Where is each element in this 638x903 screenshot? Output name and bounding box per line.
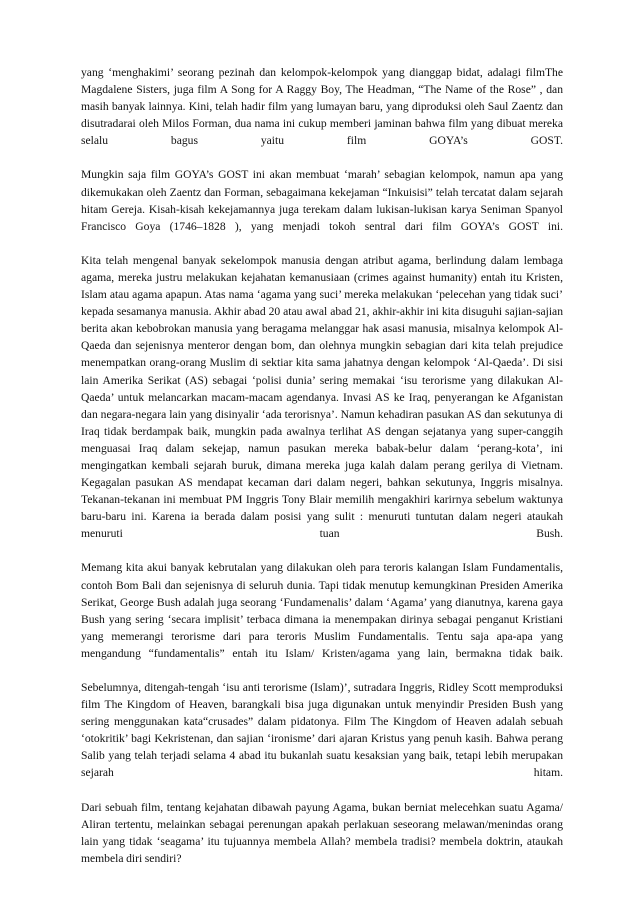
document-page (81, 64, 563, 884)
paragraph-kingdom-of-heaven: Sebelumnya, ditengah-tengah ‘isu anti terorisme (Islam)’, sutradara Inggris, Ridley Scott memproduksi film The Kingdom of Heaven, barangkali bisa juga digunakan untuk menyindir Presiden Bush yang sering menggunakan kata“crusades” dalam pidatonya. Film The Kingdom of Heaven adalah sebuah ‘otokritik’ bagi Kekristenan, dan sajian ‘ironisme’ dari ajaran Kristus yang penuh kasih. Bahwa perang Salib yang telah terjadi selama 4 abad itu bukanlah suatu kesaksian yang baik, tetapi lebih merupakan sejarah hitam. (81, 681, 563, 780)
paragraph-goyas-gost: Mungkin saja film GOYA’s GOST ini akan membuat ‘marah’ sebagian kelompok, namun apa yang dikemukakan oleh Zaentz dan Forman, sebagaimana kekejaman “Inkuisisi” telah tercatat dalam sejarah hitam Gereja. Kisah-kisah kekejamannya juga terekam dalam lukisan-lukisan karya Seniman Spanyol Francisco Goya (1746–1828 ), yang menjadi tokoh sentral dari film GOYA’s GOST ini. (81, 168, 563, 233)
paragraph-fundamentalism: Memang kita akui banyak kebrutalan yang dilakukan oleh para teroris kalangan Islam Fundamentalis, contoh Bom Bali dan sejenisnya di seluruh dunia. Tapi tidak menutup kemungkinan Presiden Amerika Serikat, George Bush adalah juga seorang ‘Fundamenalis’ dalam ‘Agama’ yang dianutnya, karena gaya Bush yang sering ‘secara implisit’ terbaca dimana ia menempakan dirinya sebagai penganut Kristiani yang memerangi terorisme dari para teroris Muslim Fundamentalis. Tentu saja apa-apa yang mengandung “fundamentalis” entah itu Islam/ Kristen/agama yang lain, bermakna tidak baik. (81, 561, 563, 660)
paragraph-closing: Dari sebuah film, tentang kejahatan dibawah payung Agama, bukan berniat melecehkan suatu Agama/ Aliran tertentu, melainkan sebagai perenungan apakah perlakuan seseorang melawan/menindas orang lain yang tidak ‘seagama’ itu tujuannya membela Allah? membela tradisi? membela doktrin, ataukah membela diri sendiri? (81, 800, 563, 865)
paragraph-religious-crimes: Kita telah mengenal banyak sekelompok manusia dengan atribut agama, berlindung dalam lembaga agama, mereka justru melakukan kejahatan kemanusiaan (crimes against humanity) entah itu Kristen, Islam atau agama apapun. Atas nama ‘agama yang suci’ mereka melakukan ‘pelecehan yang tidak suci’ kepada sesamanya manusia. Akhir abad 20 atau awal abad 21, akhir-akhir ini kita disuguhi sajian-sajian berita akan kebobrokan manusia yang beragama melanggar hak asasi manusia, misalnya kelompok Al-Qaeda dan sejenisnya menteror dengan bom, dan olehnya mungkin sebagian dari kita telah prejudice menempatkan orang-orang Muslim di sektiar kita sama jahatnya dengan kelompok ‘Al-Qaeda’. Di sisi lain Amerika Serikat (AS) sebagai ‘polisi dunia’ sering memakai ‘isu terorisme yang dilakukan Al-Qaeda’ untuk melancarkan macam-macam agendanya. Invasi AS ke Iraq, penyerangan ke Afganistan dan negara-negara lain yang disinyalir ‘ada terorisnya’. Namun kehadiran pasukan AS dan sekutunya di Iraq tidak berdampak baik, mungkin pada awalnya terlihat AS dengan sejatanya yang super-canggih menguasai Iraq dalam sekejap, namun pasukan mereka babak-belur dalam ‘perang-kota’, ini mengingatkan kembali sejarah buruk, dimana mereka juga kalah dalam perang gerilya di Vietnam. Kegagalan pasukan AS mendapat kecaman dari dalam negeri, bahkan sekutunya, Inggris misalnya. Tekanan-tekanan ini membuat PM Inggris Tony Blair memilih mengakhiri karirnya sebelum waktunya baru-baru ini. Karena ia berada dalam posisi yang sulit : menuruti tuntutan dalam negeri ataukah menuruti tuan Bush. (81, 253, 563, 541)
paragraph-intro-films: yang ‘menghakimi’ seorang pezinah dan kelompok-kelompok yang dianggap bidat, adalagi filmThe Magdalene Sisters, juga film A Song for A Raggy Boy, The Headman, “The Name of the Rose” , dan masih banyak lainnya. Kini, telah hadir film yang lumayan baru, yang diproduksi oleh Saul Zaentz dan disutradarai oleh Milos Forman, dua nama ini cukup memberi jaminan bahwa film yang dibuat mereka selalu bagus yaitu film GOYA’s GOST. (81, 66, 563, 148)
